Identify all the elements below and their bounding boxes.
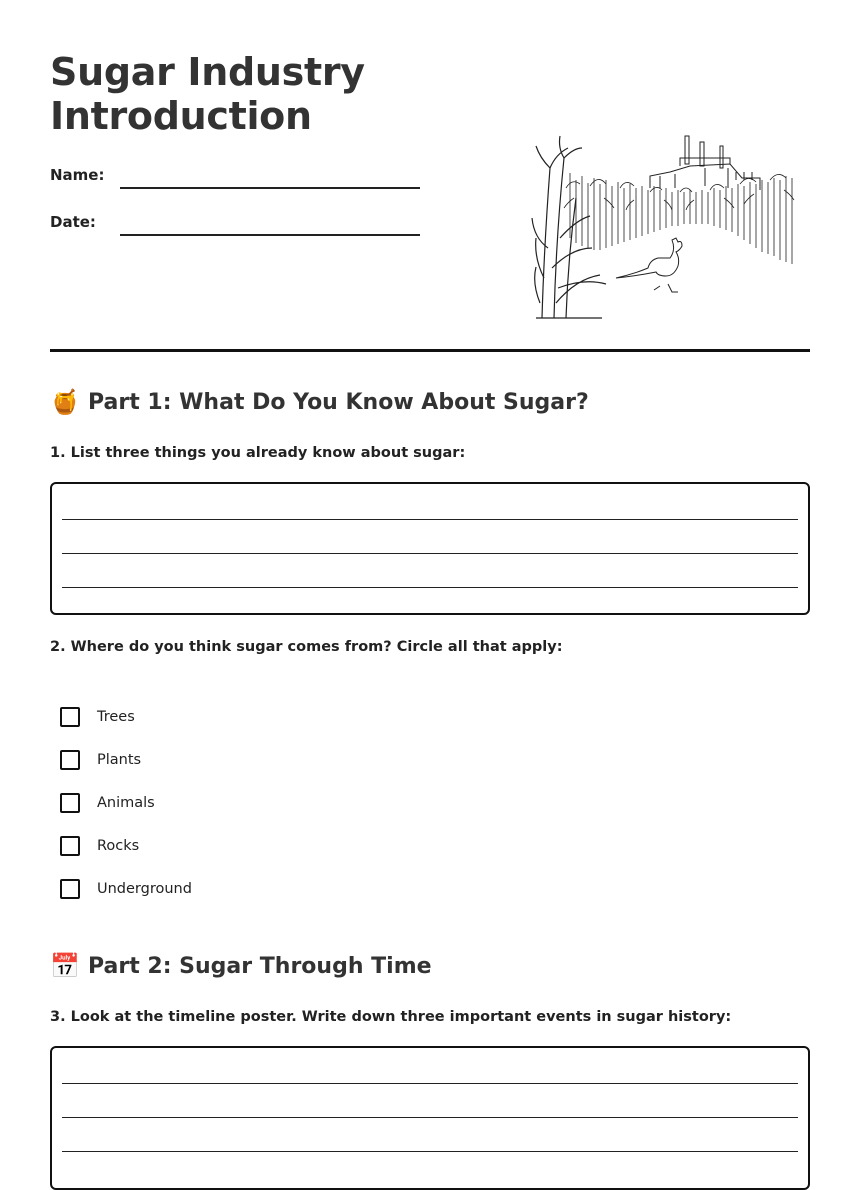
part1-heading-text: Part 1: What Do You Know About Sugar?: [88, 389, 589, 415]
sugarcane-field-factory-kangaroo-icon: [530, 128, 800, 323]
checkbox[interactable]: [60, 879, 80, 899]
date-label: Date:: [50, 213, 96, 231]
question-3: 3. Look at the timeline poster. Write down three important events in sugar history:: [50, 1009, 732, 1025]
option-plants[interactable]: [60, 748, 141, 772]
title-line-1: Sugar Industry: [50, 50, 365, 94]
kangaroo-icon: [616, 238, 682, 292]
answer-line[interactable]: [62, 1083, 798, 1084]
option-rocks[interactable]: [60, 834, 139, 858]
option-trees[interactable]: [60, 705, 135, 729]
option-label: Animals: [97, 795, 155, 811]
option-animals[interactable]: [60, 791, 155, 815]
honey-pot-icon: 🍯: [50, 388, 80, 416]
date-line[interactable]: [120, 234, 420, 236]
factory-icon: [650, 136, 760, 190]
option-label: Rocks: [97, 838, 140, 854]
answer-line[interactable]: [62, 519, 798, 520]
part1-heading: [50, 388, 589, 416]
option-label: Trees: [97, 709, 135, 725]
option-label: Plants: [97, 752, 142, 768]
title-line-2: Introduction: [50, 94, 312, 138]
foreground-cane-icon: [532, 136, 606, 318]
checkbox[interactable]: [60, 836, 80, 856]
question-2: 2. Where do you think sugar comes from? Circle all that apply:: [50, 639, 563, 655]
answer-line[interactable]: [62, 587, 798, 588]
answer-box-1[interactable]: [50, 482, 810, 615]
option-label: Underground: [97, 881, 192, 897]
name-line[interactable]: [120, 187, 420, 189]
calendar-icon: 📅: [50, 952, 80, 980]
option-underground[interactable]: [60, 877, 192, 901]
checkbox[interactable]: [60, 707, 80, 727]
name-label: Name:: [50, 166, 105, 184]
checkbox[interactable]: [60, 750, 80, 770]
part2-heading-text: Part 2: Sugar Through Time: [88, 953, 432, 979]
part2-heading: [50, 952, 432, 980]
header-divider: [50, 349, 810, 352]
answer-line[interactable]: [62, 553, 798, 554]
answer-line[interactable]: [62, 1151, 798, 1152]
question-1: 1. List three things you already know about sugar:: [50, 445, 466, 461]
checkbox[interactable]: [60, 793, 80, 813]
page-title: [50, 50, 365, 138]
name-field[interactable]: [50, 166, 420, 196]
answer-box-3[interactable]: [50, 1046, 810, 1190]
date-field[interactable]: [50, 213, 420, 243]
answer-line[interactable]: [62, 1117, 798, 1118]
